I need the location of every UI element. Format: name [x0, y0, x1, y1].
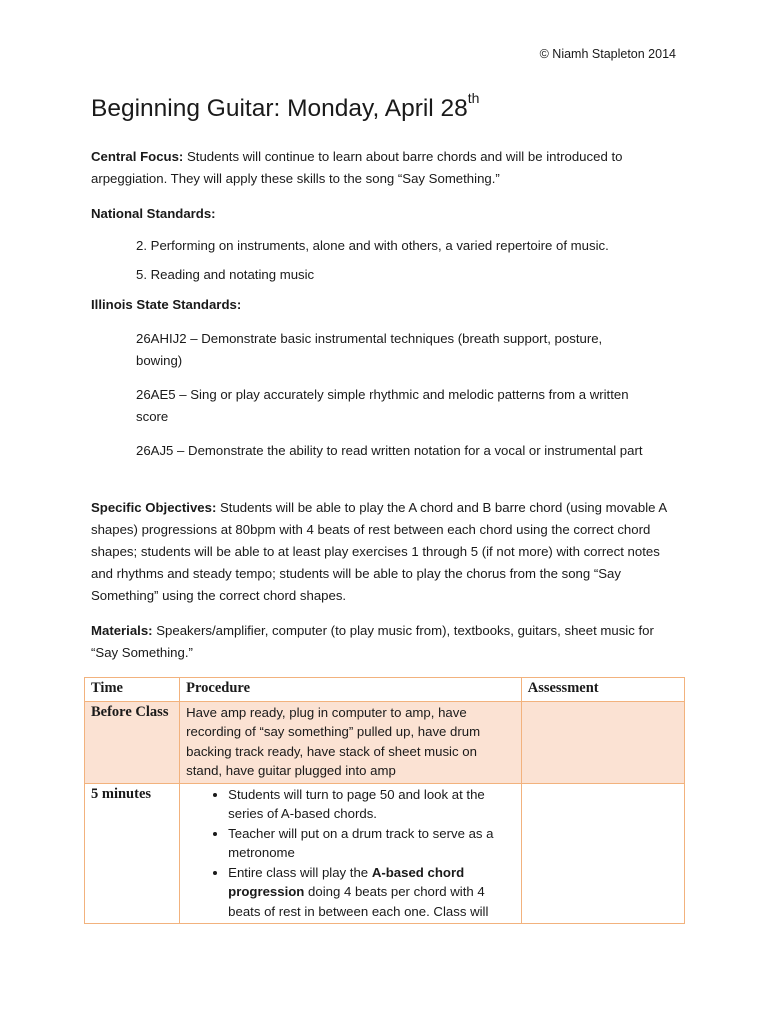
procedure-step: • Teacher will put on a drum track to serve as a metronome [228, 824, 515, 863]
step-text: doing 4 beats per chord with 4 beats of rest in between each one. Class will [228, 884, 489, 919]
national-standard-item: 5. Reading and notating music [136, 267, 315, 282]
national-standard-item: 2. Performing on instruments, alone and with others, a varied repertoire of music. [136, 238, 609, 253]
specific-objectives [91, 497, 683, 607]
illinois-standard-item: 26AE5 – Sing or play accurately simple rhythmic and melodic patterns from a written score [136, 387, 629, 424]
procedure-step: • Students will turn to page 50 and look at the series of A-based chords. [228, 785, 515, 824]
central-focus [91, 146, 681, 190]
row-procedure [180, 783, 522, 924]
row-assessment [521, 701, 684, 783]
row-time: Before Class [85, 701, 180, 783]
header-assessment: Assessment [521, 678, 684, 702]
row-time: 5 minutes [85, 783, 180, 924]
national-standards-heading-text: National Standards: [91, 206, 216, 221]
materials [91, 620, 683, 664]
illinois-standards-heading [91, 294, 681, 316]
header-procedure: Procedure [180, 678, 522, 702]
specific-objectives-label: Specific Objectives: [91, 500, 217, 515]
materials-label: Materials: [91, 623, 153, 638]
table-header-row [85, 678, 685, 702]
materials-text: Speakers/amplifier, computer (to play music from), textbooks, guitars, sheet music for “Say Something.” [91, 623, 654, 660]
procedure-step [228, 863, 515, 922]
title-superscript: th [467, 90, 480, 106]
table-row [85, 783, 685, 924]
national-standards-heading [91, 203, 681, 225]
title-text: Beginning Guitar: Monday, April 28 [91, 95, 468, 123]
copyright-notice: © Niamh Stapleton 2014 [539, 47, 676, 61]
row-procedure: Have amp ready, plug in computer to amp, have recording of “say something” pulled up, have drum backing track ready, have stack of sheet music on stand, have guitar plugged into amp [180, 701, 522, 783]
step-text: Entire class will play the [228, 864, 372, 880]
table-row [85, 701, 685, 783]
step-bold-text: A-based chord progression [228, 864, 465, 899]
row-assessment [521, 783, 684, 924]
lesson-procedure-table [84, 677, 685, 924]
illinois-standard-item: 26AJ5 – Demonstrate the ability to read written notation for a vocal or instrumental part [136, 443, 643, 458]
page-title [91, 90, 480, 123]
central-focus-label: Central Focus: [91, 149, 184, 164]
specific-objectives-text: Students will be able to play the A chord and B barre chord (using movable A shapes) progressions at 80bpm with 4 beats of rest between each chord using the correct chord shapes; students will be able to at least play exercises 1 through 5 (if not more) with correct notes and rhythms and steady tempo; students will be able to play the chorus from the song “Say Something” using the correct chord shapes. [91, 500, 667, 603]
central-focus-text: Students will continue to learn about barre chords and will be introduced to arpeggiation. They will apply these skills to the song “Say Something.” [91, 149, 623, 186]
procedure-steps [186, 785, 515, 922]
header-time: Time [85, 678, 180, 702]
illinois-standards-heading-text: Illinois State Standards: [91, 297, 242, 312]
illinois-standard-item: 26AHIJ2 – Demonstrate basic instrumental techniques (breath support, posture, bowing) [136, 331, 603, 368]
